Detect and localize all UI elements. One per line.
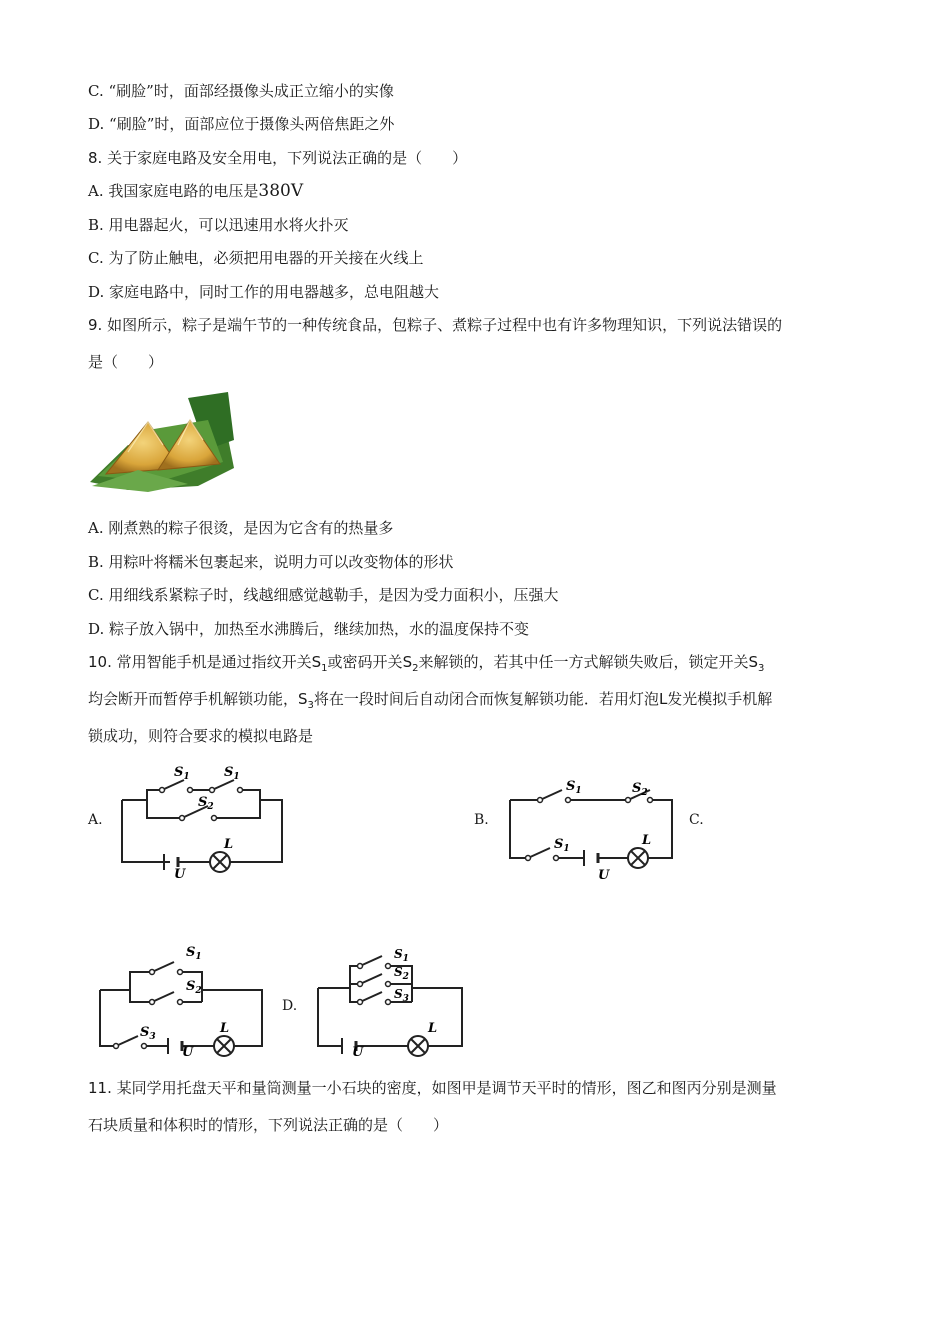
circuit-d-lamp-label: L <box>428 1021 438 1036</box>
circuit-b-u-label: U <box>598 868 610 883</box>
q10-stem-line3: 锁成功，则符合要求的模拟电路是 <box>88 727 314 745</box>
circuit-b-s1-label: $S_1$ <box>566 779 582 796</box>
q10-label-b: B. <box>474 812 489 828</box>
zongzi-image <box>88 390 234 492</box>
circuit-c-s1-label: $S_1$ <box>186 945 202 962</box>
q10-text-1a: 常用智能手机是通过指纹开关 <box>111 653 312 671</box>
circuit-d-s1-label: $S_1$ <box>394 947 409 964</box>
circuit-b-s2-label: $S_2$ <box>632 781 648 798</box>
q10-s2-symbol: S <box>402 653 413 671</box>
q10-stem-line2 <box>88 689 772 716</box>
circuit-d <box>310 942 470 1058</box>
q10-label-d: D. <box>282 998 298 1014</box>
circuit-b-s1c-label: $S_1$ <box>554 837 570 854</box>
q10-s3-symbol: S <box>748 653 759 671</box>
q10-s3b-sub: 3 <box>307 700 314 711</box>
q10-label-c: C. <box>689 812 704 828</box>
circuit-d-s3-label: $S_3$ <box>394 987 409 1004</box>
q11-stem-text-1: 某同学用托盘天平和量筒测量一小石块的密度，如图甲是调节天平时的情形，图乙和图丙分别是测量 <box>111 1079 777 1097</box>
q10-s3-sub: 3 <box>758 663 765 674</box>
circuit-b-lamp-label: L <box>642 833 652 848</box>
q10-number: 10. <box>88 653 112 671</box>
q9-stem-text-1: 如图所示，粽子是端午节的一种传统食品，包粽子、煮粽子过程中也有许多物理知识，下列说法错误的 <box>102 316 783 334</box>
q10-text-1c: 来解锁的，若其中任一方式解锁失败后，锁定开关 <box>418 653 749 671</box>
q10-s1-symbol: S <box>311 653 322 671</box>
q8-option-a <box>88 181 303 201</box>
circuit-a-lamp-label: L <box>224 837 234 852</box>
q8-stem <box>88 148 467 168</box>
q11-stem-line1 <box>88 1078 777 1098</box>
circuit-a-s2-label: $S_2$ <box>198 795 214 812</box>
q10-stem-line1 <box>88 652 764 679</box>
q8-option-d: D. 家庭电路中，同时工作的用电器越多，总电阻越大 <box>88 283 440 301</box>
circuit-c <box>90 942 270 1058</box>
q7-option-c: C. “刷脸”时，面部经摄像头成正立缩小的实像 <box>88 82 394 100</box>
circuit-c-s2-label: $S_2$ <box>186 979 202 996</box>
circuit-c-u-label: U <box>182 1045 194 1058</box>
circuit-a-u-label: U <box>174 867 186 882</box>
circuit-a-s1-label: $S_1$ <box>174 765 190 782</box>
circuit-c-lamp-label: L <box>220 1021 230 1036</box>
q9-number: 9. <box>88 316 103 334</box>
circuit-a-s1b-label: $S_1$ <box>224 765 240 782</box>
q10-s2-sub: 2 <box>412 663 419 674</box>
q9-option-c: C. 用细线系紧粽子时，线越细感觉越勒手，是因为受力面积小，压强大 <box>88 586 559 604</box>
q9-stem-line2: 是（ ） <box>88 353 164 371</box>
q10-text-2a: 均会断开而暂停手机解锁功能， <box>88 690 299 708</box>
circuit-a <box>112 764 292 882</box>
q9-stem-line1 <box>88 315 782 335</box>
q8-number: 8. <box>88 149 103 167</box>
q9-option-b: B. 用粽叶将糯米包裹起来，说明力可以改变物体的形状 <box>88 553 454 571</box>
circuit-d-s2-label: $S_2$ <box>394 965 409 982</box>
q7-option-d: D. “刷脸”时，面部应位于摄像头两倍焦距之外 <box>88 115 395 133</box>
circuit-c-s3-label: $S_3$ <box>140 1025 156 1042</box>
q8-stem-text: 关于家庭电路及安全用电，下列说法正确的是（ ） <box>102 149 468 167</box>
q8-option-b: B. 用电器起火，可以迅速用水将火扑灭 <box>88 216 349 234</box>
q10-lamp-symbol: L <box>658 690 668 708</box>
q10-s3b-symbol: S <box>298 690 308 708</box>
q10-text-2b: 将在一段时间后自动闭合而恢复解锁功能．若用灯泡 <box>313 690 659 708</box>
q9-option-d: D. 粽子放入锅中，加热至水沸腾后，继续加热，水的温度保持不变 <box>88 620 530 638</box>
q8-option-a-value: 380V <box>258 181 304 201</box>
q9-option-a: A. 刚煮熟的粽子很烫，是因为它含有的热量多 <box>88 519 394 537</box>
q11-number: 11. <box>88 1079 112 1097</box>
circuit-b <box>500 776 680 886</box>
q10-text-2c: 发光模拟手机解 <box>667 690 773 708</box>
circuit-d-u-label: U <box>352 1045 364 1058</box>
q8-option-c: C. 为了防止触电，必须把用电器的开关接在火线上 <box>88 249 424 267</box>
q10-s1-sub: 1 <box>321 663 328 674</box>
q10-text-1b: 或密码开关 <box>327 653 403 671</box>
q11-stem-line2: 石块质量和体积时的情形，下列说法正确的是（ ） <box>88 1116 449 1134</box>
q8-option-a-text: A. 我国家庭电路的电压是 <box>88 182 259 200</box>
q10-label-a: A. <box>88 812 103 828</box>
